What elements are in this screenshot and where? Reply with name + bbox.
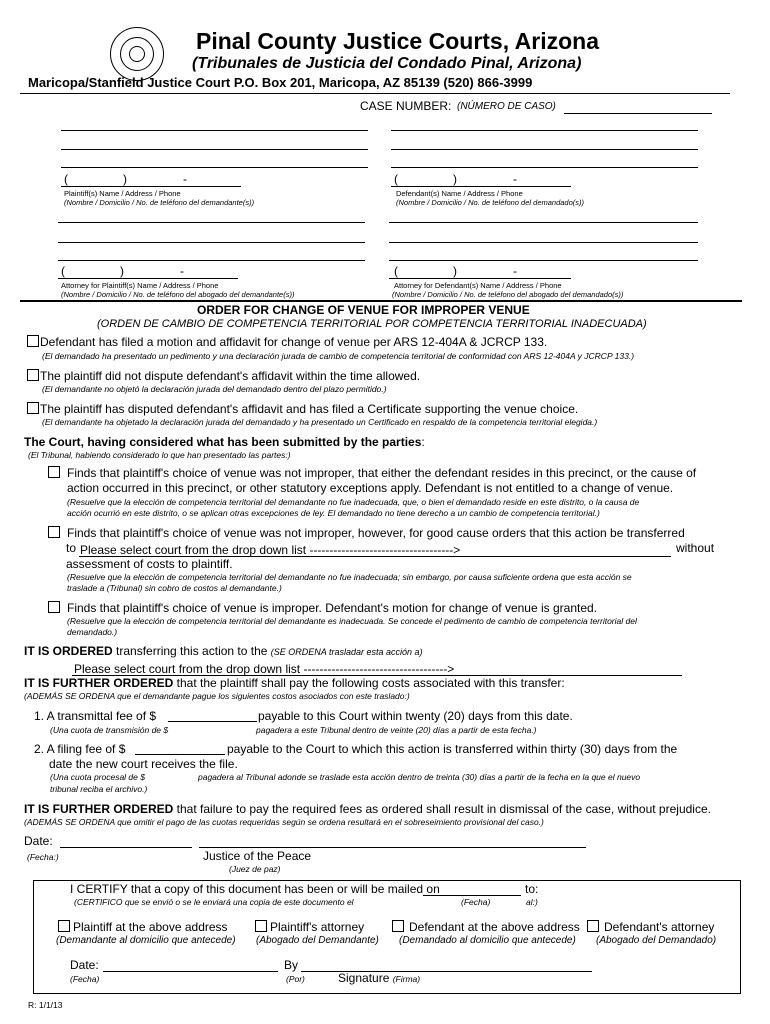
finding-good-cause-es-l2: traslade a (Tribunal) sin cobro de costos al demandante.): [67, 583, 282, 593]
not-disputed-text: The plaintiff did not dispute defendant's affidavit within the time allowed.: [40, 369, 421, 383]
defendant-address-field[interactable]: [391, 149, 698, 150]
mail-defendant-label-es: (Demandado al domicilio que antecede): [399, 935, 576, 946]
filing-fee-es-a: (Una cuota procesal de $: [50, 772, 145, 782]
certify-to: to:: [525, 882, 539, 896]
plaintiff-label: Plaintiff(s) Name / Address / Phone: [64, 189, 181, 198]
certify-fecha: (Fecha): [461, 897, 491, 907]
disputed-text: The plaintiff has disputed defendant's affidavit and has filed a Certificate supporting the venue choice.: [40, 402, 579, 416]
plaintiff-label-es: (Nombre / Domicilio / No. de teléfono del demandante(s)): [64, 198, 255, 207]
filing-fee-text: payable to the Court to which this action is transferred within thirty (30) days from the: [227, 742, 678, 756]
mail-defendant-label: Defendant at the above address: [409, 920, 580, 934]
phone-paren-open: (: [64, 172, 68, 186]
section-divider: [20, 300, 742, 302]
phone-paren-close: ): [120, 264, 124, 278]
page-title: Pinal County Justice Courts, Arizona: [196, 28, 599, 54]
cert-date-field[interactable]: [103, 971, 278, 972]
plaintiff-address-field[interactable]: [61, 149, 368, 150]
defendant-phone-field[interactable]: [391, 186, 571, 187]
order-date-field[interactable]: [60, 847, 192, 848]
judge-title: Justice of the Peace: [203, 849, 312, 863]
court-select-dropdown-2[interactable]: Please select court from the drop down list ------------------------------------>: [74, 662, 455, 676]
disputed-text-es: (El demandante ha objetado la declaración jurada del demandado y ha presentado un Certificado en respaldo de la competencia territorial elegida.): [42, 417, 598, 427]
certify-al: al:): [526, 897, 538, 907]
transmittal-fee-es-b: pagadera a este Tribunal dentro de veinte (20) días a partir de esta fecha.): [256, 725, 537, 735]
finding-good-cause-l1: Finds that plaintiff's choice of venue was not improper, however, for good cause orders that this action be transferred: [67, 526, 685, 540]
transmittal-fee-es-a: (Una cuota de transmisión de $: [50, 725, 169, 735]
mail-plaintiff-atty-checkbox[interactable]: [255, 920, 267, 932]
mailing-date-field[interactable]: [423, 895, 521, 896]
mail-plaintiff-atty-label: Plaintiff's attorney: [270, 920, 365, 934]
filing-fee-es-b: pagadera al Tribunal adonde se traslade esta acción dentro de treinta (30) días a partir de la fecha en la que el nuevo: [198, 772, 641, 782]
finding-improper-es-l2: demandado.): [67, 627, 118, 637]
filing-fee-text-l2: date the new court receives the file.: [49, 757, 238, 771]
mail-defendant-atty-checkbox[interactable]: [587, 920, 599, 932]
motion-filed-text: Defendant has filed a motion and affidavit for change of venue per ARS 12-404A & JCRCP 133.: [40, 335, 548, 349]
judge-signature-field[interactable]: [199, 847, 586, 848]
mail-defendant-atty-label: Defendant's attorney: [604, 920, 715, 934]
court-address: Maricopa/Stanfield Justice Court P.O. Box 201, Maricopa, AZ 85139 (520) 866-3999: [28, 75, 533, 90]
case-number-label: CASE NUMBER:: [360, 99, 452, 113]
dismissal-order: IT IS FURTHER ORDERED that failure to pay the required fees as ordered shall result in dismissal of the case, without prejudice.: [24, 802, 711, 816]
atty-plaintiff-name-field[interactable]: [58, 222, 365, 223]
plaintiff-city-field[interactable]: [61, 167, 368, 168]
phone-paren-open: (: [394, 172, 398, 186]
finding-good-cause-checkbox[interactable]: [48, 526, 60, 538]
case-number-field[interactable]: [564, 113, 712, 114]
finding-good-cause-l3: assessment of costs to plaintiff.: [66, 557, 233, 571]
finding-not-improper-l1: Finds that plaintiff's choice of venue was not improper, that either the defendant resides in this precinct, or the cause of: [67, 466, 697, 480]
phone-dash: -: [513, 172, 517, 186]
revision-date: R: 1/1/13: [28, 1000, 63, 1010]
finding-not-improper-es-l1: (Resuelve que la elección de competencia territorial del demandante no fue inadecuada, que, o bien el demandado reside en este distrito, o la causa de: [67, 497, 640, 507]
finding-not-improper-es-l2: acción ocurrió en este distrito, o se aplican otras excepciones de ley. El demandado no tiene derecho a un cambio de competencia territorial.): [67, 508, 600, 518]
atty-defendant-label-es: (Nombre / Domicilio / No. de teléfono del abogado del demandado(s)): [392, 290, 624, 299]
atty-defendant-phone-field[interactable]: [389, 278, 571, 279]
finding-not-improper-checkbox[interactable]: [48, 466, 60, 478]
atty-defendant-city-field[interactable]: [389, 260, 698, 261]
case-number-label-es: (NÚMERO DE CASO): [457, 101, 556, 112]
further-ordered-costs: IT IS FURTHER ORDERED that the plaintiff shall pay the following costs associated with this transfer:: [24, 676, 565, 690]
phone-paren-close: ): [453, 172, 457, 186]
further-ordered-costs-es: (ADEMÁS SE ORDENA que el demandante pague los siguientes costos asociados con este traslado:): [24, 691, 410, 701]
mail-plaintiff-checkbox[interactable]: [58, 920, 70, 932]
cert-por: (Por): [286, 974, 305, 984]
order-date-label-es: (Fecha:): [27, 852, 59, 862]
phone-paren-close: ): [123, 172, 127, 186]
atty-defendant-address-field[interactable]: [389, 242, 698, 243]
atty-plaintiff-phone-field[interactable]: [58, 278, 238, 279]
mail-plaintiff-label: Plaintiff at the above address: [73, 920, 228, 934]
mail-defendant-atty-label-es: (Abogado del Demandado): [596, 935, 717, 946]
phone-dash: -: [180, 264, 184, 278]
it-is-ordered: IT IS ORDERED transferring this action to the (SE ORDENA trasladar esta acción a): [24, 644, 423, 658]
order-heading: ORDER FOR CHANGE OF VENUE FOR IMPROPER VENUE: [197, 303, 530, 317]
finding-good-cause-es-l1: (Resuelve que la elección de competencia territorial del demandante no fue inadecuada; sin embargo, por causa suficiente ordena que esta acción se: [67, 572, 632, 582]
filing-fee-es-l2: tribunal reciba el archivo.): [50, 784, 148, 794]
atty-plaintiff-address-field[interactable]: [58, 242, 365, 243]
mail-plaintiff-atty-label-es: (Abogado del Demandante): [256, 935, 379, 946]
plaintiff-name-field[interactable]: [61, 130, 368, 131]
mail-defendant-checkbox[interactable]: [392, 920, 404, 932]
certify-text: I CERTIFY that a copy of this document has been or will be mailed on: [70, 882, 440, 896]
cert-signature-label: Signature (Firma): [338, 971, 421, 985]
phone-paren-close: ): [453, 264, 457, 278]
cert-date-label-es: (Fecha): [70, 974, 100, 984]
atty-plaintiff-city-field[interactable]: [58, 260, 365, 261]
motion-filed-text-es: (El demandado ha presentado un pedimento y una declaración jurada de cambio de competencia territorial de conformidad con ARS 12-404A y JCRCP 133.): [42, 351, 635, 361]
phone-dash: -: [183, 172, 187, 186]
dismissal-order-es: (ADEMÁS SE ORDENA que omitir el pago de las cuotas requeridas según se ordena resultará en el sobreseimiento provisional del caso.): [24, 817, 544, 827]
finding-good-cause-without: without: [676, 541, 715, 555]
court-considered-es: (El Tribunal, habiendo considerado lo que han presentado las partes:): [28, 450, 291, 460]
not-disputed-text-es: (El demandante no objetó la declaración jurada del demandado dentro del plazo permitido.): [42, 384, 387, 394]
defendant-label: Defendant(s) Name / Address / Phone: [396, 189, 523, 198]
phone-dash: -: [513, 264, 517, 278]
certify-text-es: (CERTIFICO que se envió o se le enviará una copia de este documento el: [74, 897, 354, 907]
transmittal-fee-text: payable to this Court within twenty (20) days from this date.: [258, 709, 573, 723]
phone-paren-open: (: [61, 264, 65, 278]
court-considered: The Court, having considered what has been submitted by the parties:: [24, 435, 425, 449]
atty-defendant-name-field[interactable]: [389, 222, 698, 223]
page-subtitle: (Tribunales de Justicia del Condado Pinal, Arizona): [192, 55, 582, 72]
finding-improper-checkbox[interactable]: [48, 601, 60, 613]
finding-good-cause-to: to: [66, 541, 77, 555]
not-disputed-checkbox[interactable]: [27, 369, 39, 381]
atty-plaintiff-label-es: (Nombre / Domicilio / No. de teléfono del abogado del demandante(s)): [61, 290, 295, 299]
motion-filed-checkbox[interactable]: [27, 335, 39, 347]
court-select-dropdown-1[interactable]: Please select court from the drop down list ------------------------------------>: [80, 543, 461, 557]
atty-defendant-label: Attorney for Defendant(s) Name / Address / Phone: [394, 281, 562, 290]
order-date-label: Date:: [24, 834, 53, 848]
atty-plaintiff-label: Attorney for Plaintiff(s) Name / Address / Phone: [61, 281, 219, 290]
cert-date-label: Date:: [70, 958, 99, 972]
finding-improper-es-l1: (Resuelve que la elección de competencia territorial del demandante es inadecuada. Se concede el pedimento de cambio de competencia territorial del: [67, 616, 637, 626]
transmittal-fee-label: 1. A transmittal fee of $: [34, 709, 157, 723]
defendant-city-field[interactable]: [391, 167, 698, 168]
finding-improper-text: Finds that plaintiff's choice of venue is improper. Defendant's motion for change of venue is granted.: [67, 601, 598, 615]
finding-not-improper-l2: action occurred in this precinct, or other statutory exceptions apply. Defendant is not entitled to a change of venue.: [67, 481, 674, 495]
mail-plaintiff-label-es: (Demandante al domicilio que antecede): [56, 935, 236, 946]
court-seal: [110, 27, 164, 81]
header-divider: [20, 93, 730, 94]
order-heading-es: (ORDEN DE CAMBIO DE COMPETENCIA TERRITORIAL POR COMPETENCIA TERRITORIAL INADECUADA): [97, 318, 647, 330]
filing-fee-label: 2. A filing fee of $: [34, 742, 126, 756]
transmittal-fee-field[interactable]: [168, 721, 257, 722]
defendant-label-es: (Nombre / Domicilio / No. de teléfono del demandado(s)): [396, 198, 585, 207]
plaintiff-phone-field[interactable]: [61, 186, 241, 187]
filing-fee-field[interactable]: [135, 754, 225, 755]
judge-title-es: (Juez de paz): [229, 864, 281, 874]
cert-by-label: By: [284, 958, 299, 972]
defendant-name-field[interactable]: [391, 130, 698, 131]
disputed-checkbox[interactable]: [27, 402, 39, 414]
phone-paren-open: (: [394, 264, 398, 278]
